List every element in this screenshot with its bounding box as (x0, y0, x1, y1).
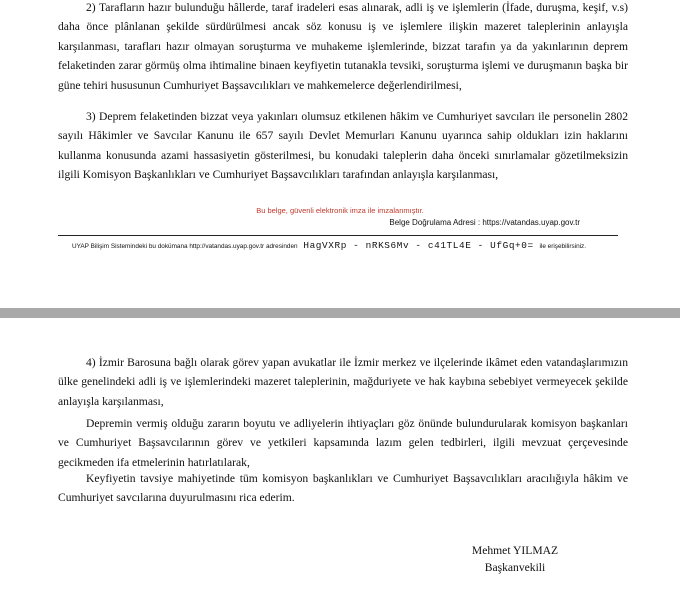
uyap-footer (72, 240, 586, 251)
paragraph-5-text: Depremin vermiş olduğu zararın boyutu ve adliyelerin ihtiyaçları göz önünde bulundurularak komisyon başkanları ve Cumhuriyet Başsavcılarının görev ve yetkileri kapsamında lazım gelen tedbirleri, ilgili mevzuat çerçevesinde gecikmeden ifa etmelerinin hatırlatılarak, (58, 417, 628, 469)
paragraph-5 (58, 414, 628, 472)
paragraph-6-text: Keyfiyetin tavsiye mahiyetinde tüm komisyon başkanlıkları ve Cumhuriyet Başsavcılıkları aracılığıyla hâkim ve Cumhuriyet savcılarına duyurulmasını rica ederim. (58, 472, 628, 505)
signer-title: Başkanvekili (484, 561, 546, 574)
paragraph-4-text: 4) İzmir Barosuna bağlı olarak görev yapan avukatlar ile İzmir merkez ve ilçelerinde ikâmet eden vatandaşlarımızın ülke genelindeki adli iş ve işlemlerindeki mazeret taleplerinin, mağduriyete ve hak kaybına sebebiyet vermeyecek şekilde anlayışla karşılanması, (58, 356, 628, 408)
uyap-footer-suffix: ile erişebilirsiniz. (539, 243, 587, 250)
footer-divider (58, 235, 618, 236)
esign-note: Bu belge, güvenli elektronik imza ile imzalanmıştır. (256, 206, 424, 215)
uyap-footer-prefix: UYAP Bilişim Sistemindeki bu dokümana http://vatandas.uyap.gov.tr adresinden (72, 243, 298, 250)
paragraph-6 (58, 469, 628, 508)
document-page-2 (0, 318, 680, 601)
signature-block (450, 542, 580, 576)
uyap-access-code: HagVXRp - nRKS6Mv - c41TL4E - UfGq+0= (303, 240, 534, 251)
paragraph-2 (58, 0, 628, 95)
signer-name: Mehmet YILMAZ (471, 544, 559, 557)
paragraph-3 (58, 107, 628, 185)
paragraph-3-text: 3) Deprem felaketinden bizzat veya yakınları olumsuz etkilenen hâkim ve Cumhuriyet savcıları ile personelin 2802 sayılı Hâkimler ve Savcılar Kanunu ile 657 sayılı Devlet Memurları Kanunu uyarınca sahip oldukları izin haklarını kullanma konusunda azami hassasiyetin gösterilmesi, bu konudaki taleplerin daha önceki sınırlamalar gözetilmeksizin ilgili Komisyon Başkanlıkları ve Cumhuriyet Başsavcılıkları tarafından anlayışla karşılanması, (58, 110, 628, 182)
verification-address: Belge Doğrulama Adresi : https://vatandas.uyap.gov.tr (389, 218, 580, 227)
paragraph-2-text: 2) Tarafların hazır bulunduğu hâllerde, taraf iradeleri esas alınarak, adli iş ve işlemlerin (İfade, duruşma, keşif, v.s) daha önce plânlanan şekilde sürdürülmesi ancak söz konusu iş ve işlemlere ilişkin mazeret taleplerinin anlayışla karşılanması, tarafları hazır olmayan soruşturma ve muhakeme işlemlerinde, bizzat tarafın ya da yakınlarının deprem felaketinden zarar görmüş olma ihtimaline binaen keyfiyetin tutanakla tevsiki, soruşturma işlemi ve duruşmanın başka bir güne tehiri hususunun Cumhuriyet Başsavcılıkları ve mahkemelerce değerlendirilmesi, (58, 1, 628, 92)
page-separator (0, 308, 680, 318)
paragraph-4 (58, 353, 628, 411)
